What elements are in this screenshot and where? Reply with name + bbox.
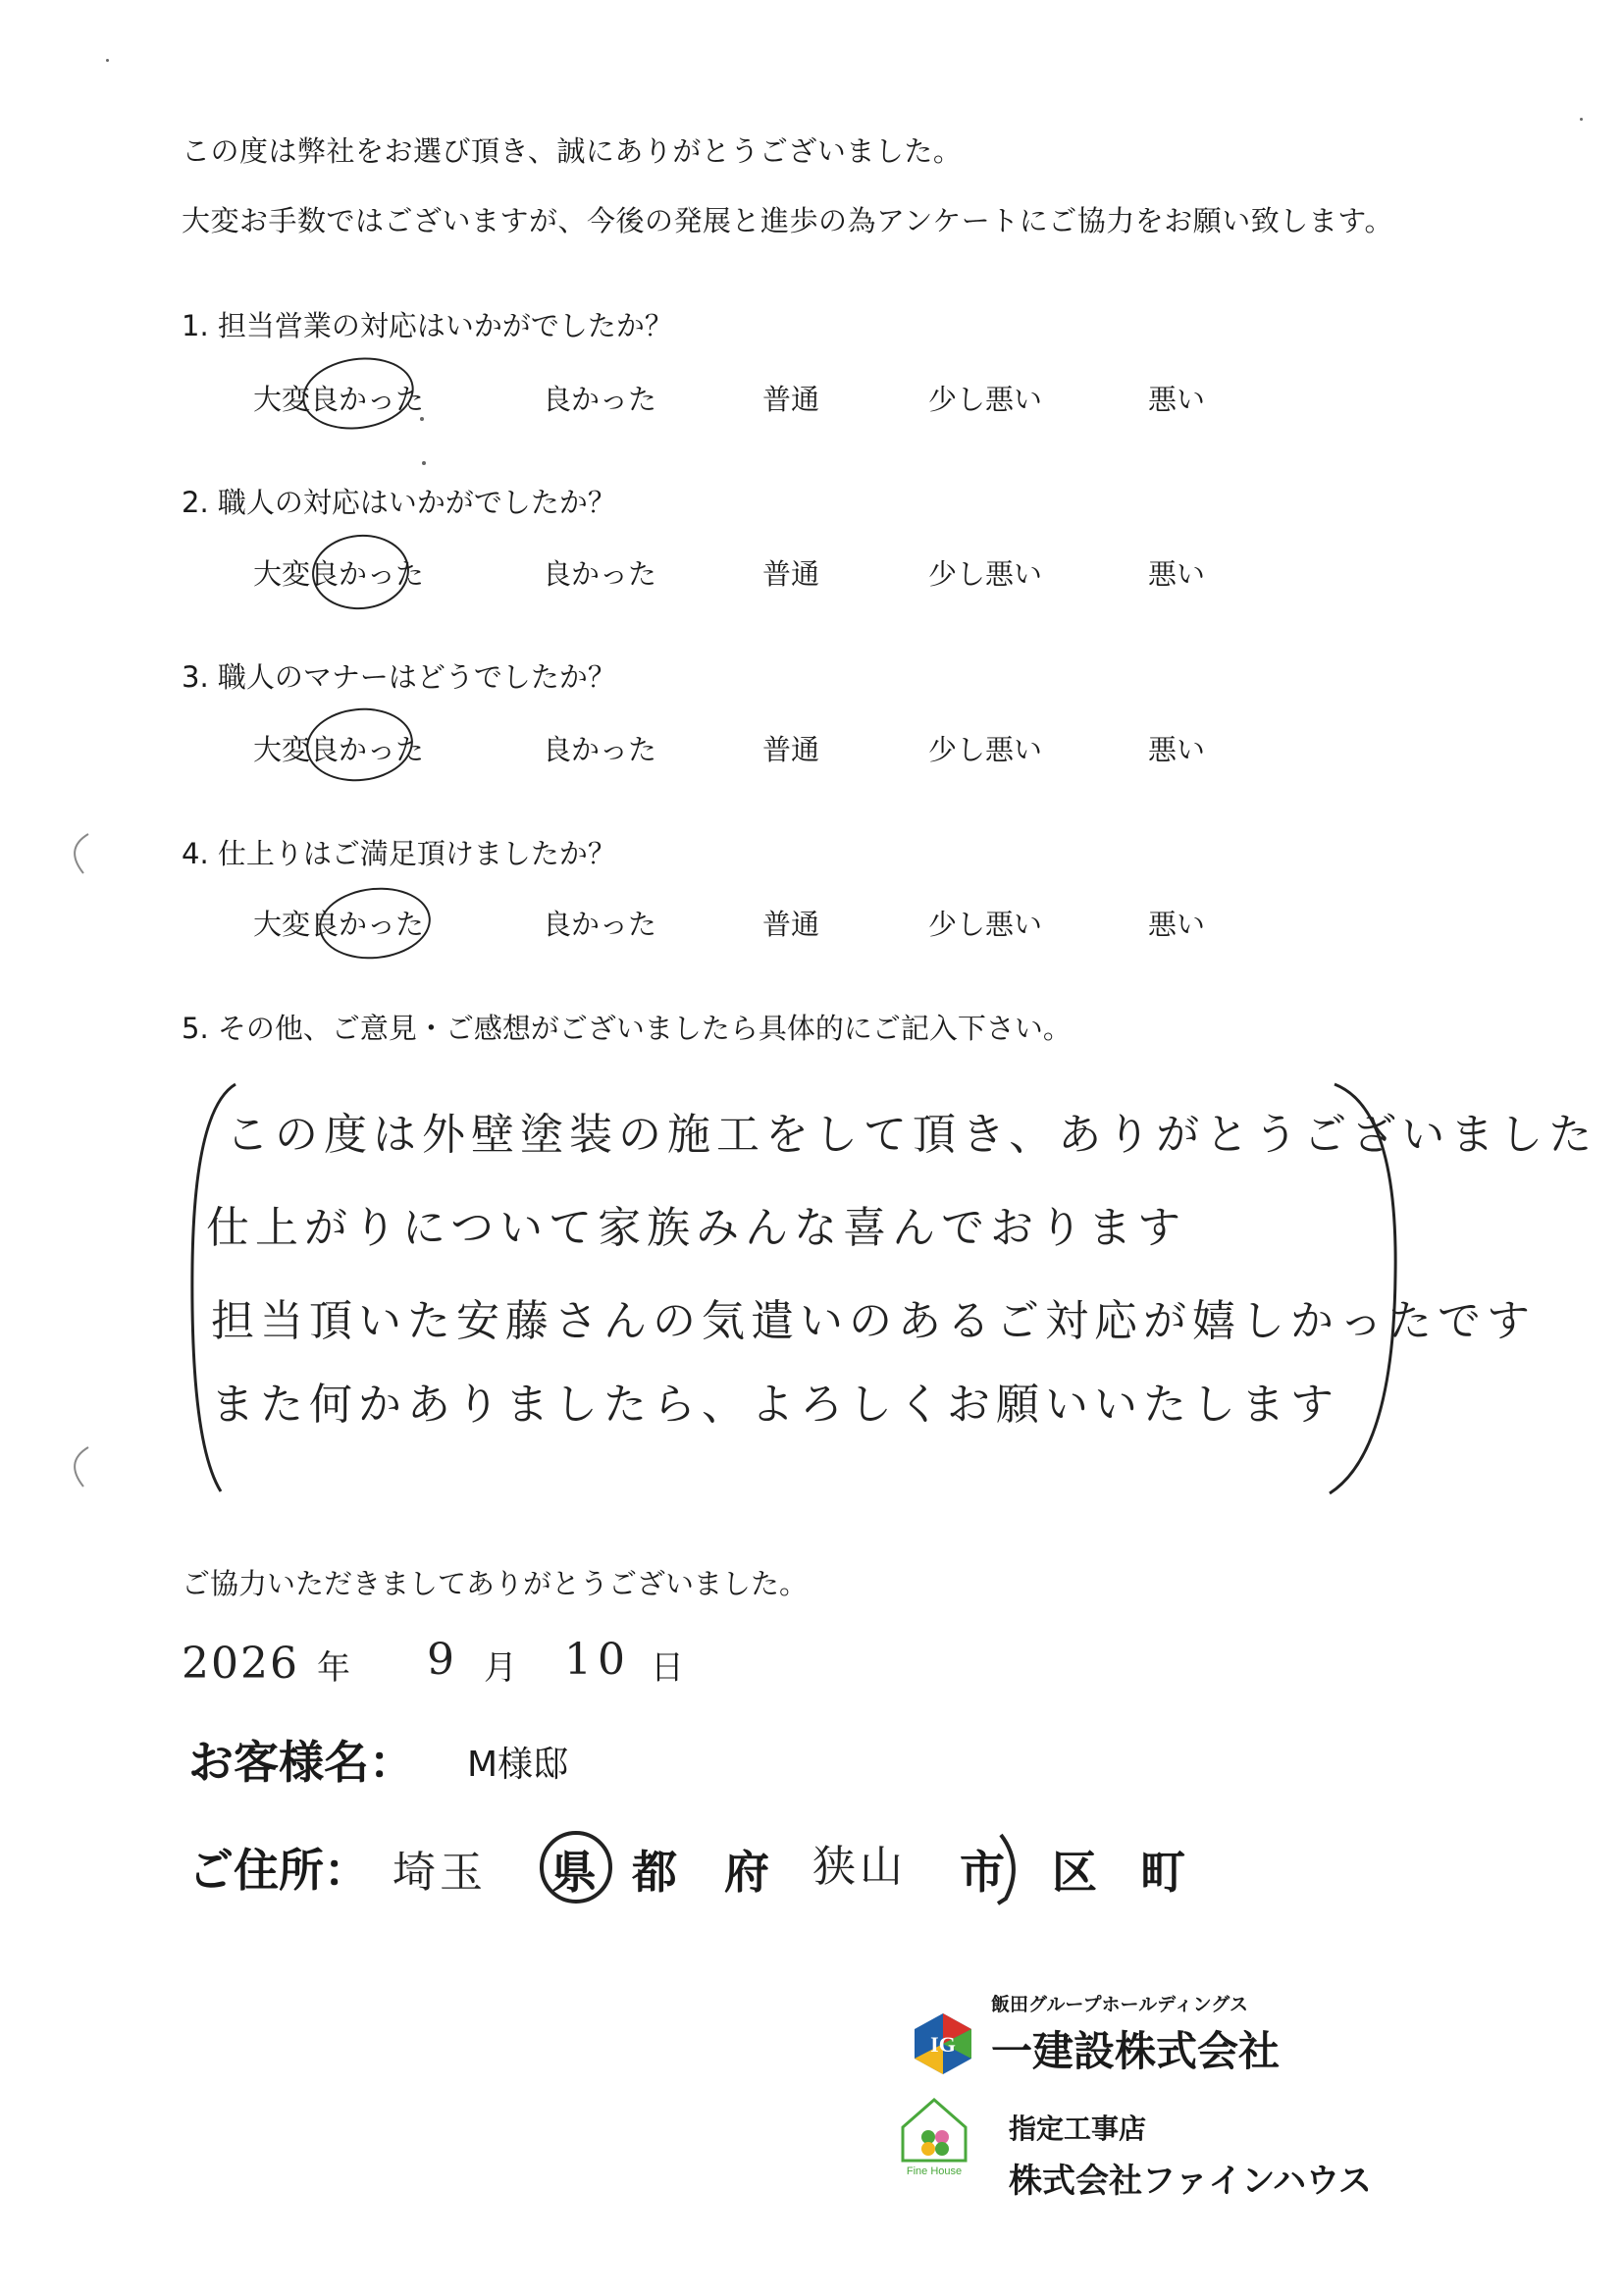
scan-dot (1580, 118, 1583, 121)
date-day-label: 日 (651, 1648, 684, 1688)
scan-mark-1 (59, 829, 98, 878)
q4-option-normal[interactable]: 普通 (762, 908, 820, 941)
q3-selection-circle (302, 704, 416, 787)
q3-option-very-good[interactable]: 大変良かった (253, 733, 425, 766)
q1-option-good[interactable]: 良かった (543, 383, 657, 416)
date-month-label: 月 (484, 1648, 517, 1688)
scan-mark-2 (59, 1442, 98, 1491)
question-4-label: 4. 仕上りはご満足頂けましたか？ (182, 837, 616, 870)
scan-dot (422, 461, 426, 465)
q2-option-slightly-bad[interactable]: 少し悪い (928, 557, 1043, 591)
date-day: 10 (564, 1635, 631, 1685)
q1-option-slightly-bad[interactable]: 少し悪い (928, 383, 1043, 416)
date-year-label: 年 (317, 1648, 350, 1688)
q4-option-good[interactable]: 良かった (543, 908, 657, 941)
scan-dot (420, 417, 424, 421)
q3-option-bad[interactable]: 悪い (1148, 733, 1206, 766)
customer-label: お客様名： (188, 1736, 414, 1789)
q3-option-slightly-bad[interactable]: 少し悪い (928, 733, 1043, 766)
address-city: 狭山 (812, 1842, 907, 1892)
comment-line-2: 仕上がりについて家族みんな喜んでおります (206, 1203, 1187, 1253)
question-3-label: 3. 職人のマナーはどうでしたか？ (182, 660, 616, 694)
q1-option-bad[interactable]: 悪い (1148, 383, 1206, 416)
scan-dot (106, 59, 109, 62)
date-month: 9 (427, 1635, 460, 1685)
address-to: 都 (632, 1846, 677, 1899)
intro-line-2: 大変お手数ではございますが、今後の発展と進歩の為アンケートにご協力をお願い致します。 (182, 204, 1393, 237)
q1-selection-circle (298, 350, 419, 436)
comment-line-4: また何かありましたら、よろしくお願いいたします (211, 1380, 1339, 1430)
ken-selection-circle (540, 1831, 612, 1904)
designated-label: 指定工事店 (1009, 2113, 1147, 2145)
q2-option-normal[interactable]: 普通 (762, 557, 820, 591)
q2-option-good[interactable]: 良かった (543, 557, 657, 591)
fine-house-logo-icon (895, 2090, 973, 2178)
q2-selection-circle (309, 531, 412, 613)
ig-logo-icon (911, 2011, 975, 2076)
address-shi: 市 (960, 1846, 1005, 1899)
address-cho: 町 (1140, 1846, 1185, 1899)
group-name: 飯田グループホールディングス (991, 1994, 1249, 2015)
q3-option-good[interactable]: 良かった (543, 733, 657, 766)
question-5-label: 5. その他、ご意見・ご感想がございましたら具体的にご記入下さい。 (182, 1012, 1072, 1045)
thanks-text: ご協力いただきましてありがとうございました。 (182, 1567, 809, 1600)
q2-option-very-good[interactable]: 大変良かった (253, 557, 425, 591)
customer-name: M様邸 (467, 1745, 569, 1785)
contractor-name: 株式会社ファインハウス (1009, 2162, 1372, 2201)
svg-text:Fine House: Fine House (906, 2166, 963, 2177)
address-ken: 県 (551, 1846, 597, 1899)
q4-option-very-good[interactable]: 大変良かった (253, 908, 425, 941)
company-name: 一建設株式会社 (991, 2027, 1281, 2075)
intro-line-1: この度は弊社をお選び頂き、誠にありがとうございました。 (182, 134, 963, 168)
comment-line-1: この度は外壁塗装の施工をして頂き、ありがとうございました (226, 1110, 1598, 1160)
q2-option-bad[interactable]: 悪い (1148, 557, 1206, 591)
address-label: ご住所： (188, 1844, 369, 1897)
comment-line-3: 担当頂いた安藤さんの気遣いのあるご対応が嬉しかったです (211, 1296, 1536, 1346)
shi-selection-mark (947, 1830, 1025, 1908)
q1-option-normal[interactable]: 普通 (762, 383, 820, 416)
question-2-label: 2. 職人の対応はいかがでしたか？ (182, 486, 616, 519)
question-1-label: 1. 担当営業の対応はいかがでしたか？ (182, 309, 673, 342)
q4-option-bad[interactable]: 悪い (1148, 908, 1206, 941)
address-prefecture: 埼玉 (393, 1848, 487, 1898)
q1-option-very-good[interactable]: 大変良かった (253, 383, 425, 416)
address-ku: 区 (1052, 1846, 1097, 1899)
svg-text:IG: IG (930, 2032, 956, 2057)
q4-selection-circle (316, 882, 435, 965)
q3-option-normal[interactable]: 普通 (762, 733, 820, 766)
address-fu: 府 (724, 1846, 769, 1899)
q4-option-slightly-bad[interactable]: 少し悪い (928, 908, 1043, 941)
date-year: 2026 (182, 1639, 299, 1689)
